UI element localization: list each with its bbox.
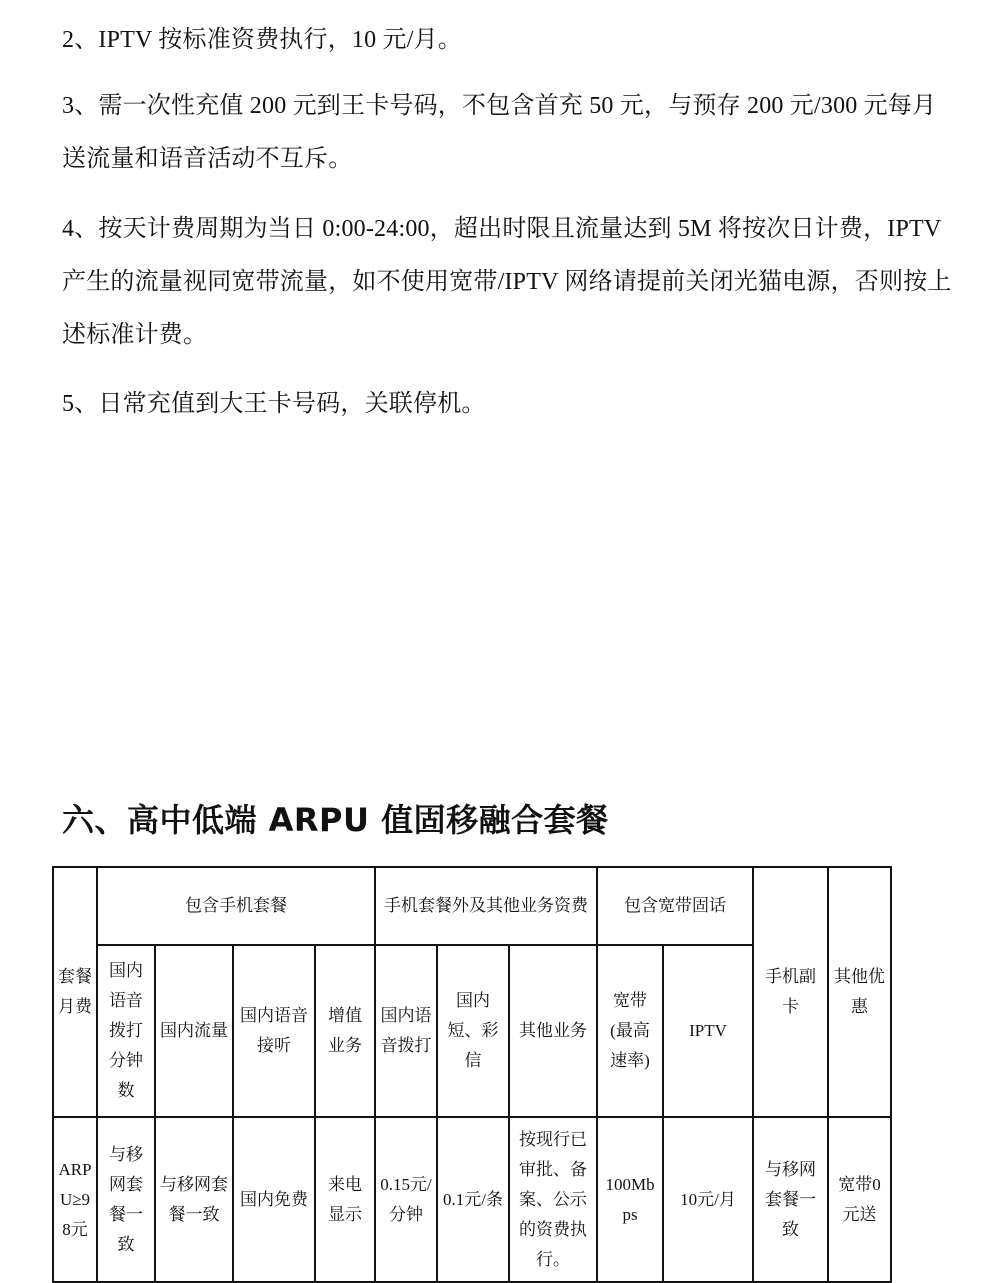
cell-voice-incoming: 国内免费 bbox=[233, 1117, 315, 1282]
section-title: 六、高中低端 ARPU 值固移融合套餐 bbox=[62, 801, 609, 839]
paragraph-item-2: 2、IPTV 按标准资费执行，10 元/月。 bbox=[62, 27, 462, 53]
cell-value-added: 来电显示 bbox=[315, 1117, 375, 1282]
header-iptv: IPTV bbox=[663, 945, 753, 1117]
cell-bandwidth: 100Mbps bbox=[597, 1117, 663, 1282]
table-header-row-group bbox=[53, 867, 891, 945]
header-group-broadband: 包含宽带固话 bbox=[597, 867, 753, 945]
header-value-added: 增值业务 bbox=[315, 945, 375, 1117]
cell-data: 与移网套餐一致 bbox=[155, 1117, 233, 1282]
header-bandwidth: 宽带(最高速率) bbox=[597, 945, 663, 1117]
paragraph-item-5: 5、日常充值到大王卡号码，关联停机。 bbox=[62, 391, 486, 417]
header-voice-incoming: 国内语音接听 bbox=[233, 945, 315, 1117]
cell-iptv: 10元/月 bbox=[663, 1117, 753, 1282]
plan-table bbox=[52, 866, 892, 1283]
cell-voice-minutes: 与移网套餐一致 bbox=[97, 1117, 155, 1282]
cell-sub-card: 与移网套餐一致 bbox=[753, 1117, 828, 1282]
header-voice-minutes: 国内语音拨打分钟数 bbox=[97, 945, 155, 1117]
paragraph-item-3: 3、需一次性充值 200 元到王卡号码，不包含首充 50 元，与预存 200 元/300 元每月送流量和语音活动不互斥。 bbox=[62, 93, 937, 172]
cell-extra-voice: 0.15元/分钟 bbox=[375, 1117, 437, 1282]
header-extra-voice: 国内语音拨打 bbox=[375, 945, 437, 1117]
cell-other-benefits: 宽带0元送 bbox=[828, 1117, 891, 1282]
header-extra-sms: 国内短、彩信 bbox=[437, 945, 509, 1117]
header-other-benefits: 其他优惠 bbox=[828, 867, 891, 1117]
header-data: 国内流量 bbox=[155, 945, 233, 1117]
header-extra-other: 其他业务 bbox=[509, 945, 597, 1117]
cell-extra-sms: 0.1元/条 bbox=[437, 1117, 509, 1282]
header-monthly-fee: 套餐月费 bbox=[53, 867, 97, 1117]
header-group-mobile-plan: 包含手机套餐 bbox=[97, 867, 375, 945]
cell-fee: ARPU≥98元 bbox=[53, 1117, 97, 1282]
paragraph-item-4: 4、按天计费周期为当日 0:00-24:00，超出时限且流量达到 5M 将按次日计费，IPTV 产生的流量视同宽带流量，如不使用宽带/IPTV 网络请提前关闭光猫电源，否则按上述标准计费。 bbox=[62, 216, 952, 348]
header-sub-card: 手机副卡 bbox=[753, 867, 828, 1117]
cell-extra-other: 按现行已审批、备案、公示的资费执行。 bbox=[509, 1117, 597, 1282]
table-row bbox=[53, 1117, 891, 1282]
header-group-extra-fees: 手机套餐外及其他业务资费 bbox=[375, 867, 597, 945]
